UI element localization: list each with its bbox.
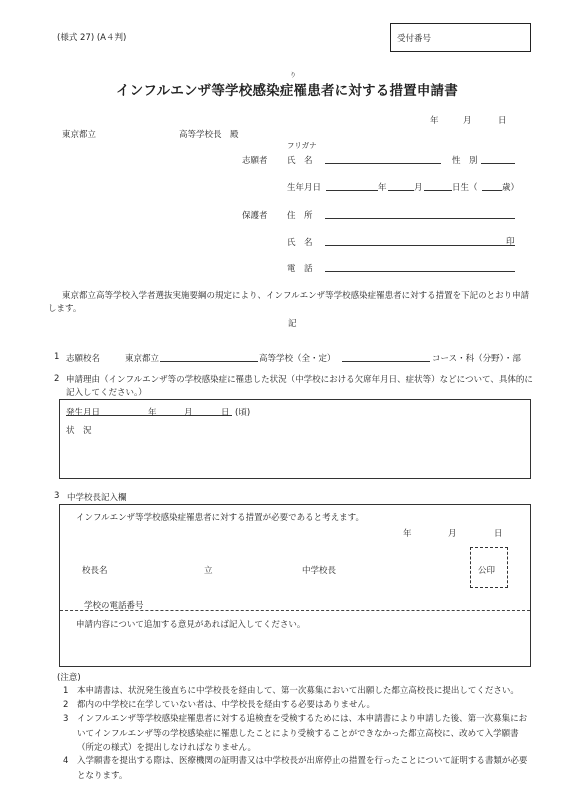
note-number: 2	[63, 700, 69, 710]
birth-label: 生年月日	[287, 183, 322, 193]
principal-date-year: 年	[403, 529, 412, 539]
birth-month-field[interactable]	[388, 190, 414, 191]
intro-text: 東京都立高等学校入学者選抜実施要綱の規定により、インフルエンザ等学校感染症罹患者に対する措置を下記のとおり申請します。	[48, 291, 530, 314]
date-year: 年	[430, 116, 439, 126]
item1-school-suffix: 高等学校（全・定）	[259, 354, 336, 364]
principal-name-label: 校長名	[82, 566, 108, 576]
addressee-prefix: 東京都立	[62, 130, 97, 140]
birth-day-field[interactable]	[424, 190, 452, 191]
applicant-name-field[interactable]	[325, 163, 441, 164]
gender-label: 性 別	[452, 156, 478, 166]
note-number: 4	[63, 756, 69, 766]
school-name-field[interactable]	[160, 361, 258, 362]
principal-jhs: 中学校長	[302, 566, 337, 576]
principal-date-day: 日	[494, 529, 503, 539]
guardian-phone-label: 電 話	[287, 264, 313, 274]
onset-approx: (頃)	[235, 408, 251, 418]
principal-statement: インフルエンザ等学校感染症罹患者に対する措置が必要であると考えます。	[76, 513, 364, 523]
onset-label: 発生月日	[66, 408, 101, 418]
item1-course-suffix: コース・科（分野）・部	[432, 354, 521, 364]
gender-field[interactable]	[481, 163, 515, 164]
guardian-name-label: 氏 名	[287, 238, 313, 248]
age-field[interactable]	[482, 190, 502, 191]
guardian-name-field[interactable]	[325, 245, 515, 246]
onset-day: 日	[221, 408, 230, 418]
school-phone-label: 学校の電話番号	[84, 601, 144, 611]
applicant-role: 志願者	[242, 156, 268, 166]
situation-label: 状 況	[66, 426, 92, 436]
seal-mark: 印	[506, 237, 515, 247]
note-number: 3	[63, 714, 69, 724]
guardian-phone-field[interactable]	[325, 271, 515, 272]
dashed-divider	[60, 610, 530, 611]
birth-year-field[interactable]	[326, 190, 378, 191]
birth-day-label: 日生（	[452, 183, 478, 193]
official-seal-label: 公印	[478, 566, 496, 576]
date-month: 月	[463, 116, 472, 126]
reception-number-label: 受付番号	[397, 34, 432, 44]
form-number: (様式 27) (A４判)	[57, 33, 127, 43]
note-number: 1	[63, 686, 69, 696]
guardian-address-label: 住 所	[287, 211, 313, 221]
guardian-role: 保護者	[242, 211, 268, 221]
birth-month-label: 月	[414, 183, 423, 193]
date-day: 日	[498, 116, 507, 126]
reception-number-box[interactable]	[390, 23, 531, 52]
ki-label: 記	[288, 319, 297, 329]
note-text: 都内の中学校に在学していない者は、中学校長を経由する必要はありません。	[77, 700, 376, 710]
note-text: 入学願書を提出する際は、医療機関の証明書又は中学校長が出席停止の措置を行ったことについて証明する書類が必要となります。	[77, 756, 528, 781]
principal-date-month: 月	[448, 529, 457, 539]
age-suffix: 歳）	[502, 183, 520, 193]
note-text: インフルエンザ等学校感染症罹患者に対する追検査を受検するためには、本申請書により申請した後、第一次募集においてインフルエンザ等の学校感染症に罹患したことにより受検することができなかった都立高校に、改めて入学願書（所定の様式）を提出しなければなりません。	[77, 714, 528, 753]
principal-box[interactable]	[59, 504, 531, 667]
additional-opinion-label: 申請内容について追加する意見があれば記入してください。	[76, 620, 306, 630]
title-ruby: り	[290, 72, 297, 79]
guardian-address-field[interactable]	[325, 218, 515, 219]
item2-text: 申請理由（インフルエンザ等の学校感染症に罹患した状況（中学校における欠席年月日、症状等）などについて、具体的に記入してください。）	[66, 375, 533, 398]
reason-box[interactable]	[59, 399, 531, 479]
onset-year: 年	[148, 408, 157, 418]
item3-number: 3	[54, 491, 60, 501]
birth-year-label: 年	[378, 183, 387, 193]
note-text: 本申請書は、状況発生後直ちに中学校長を経由して、第一次募集において出願した都立高校長に提出してください。	[77, 686, 519, 696]
item1-prefix: 東京都立	[125, 354, 160, 364]
item3-label: 中学校長記入欄	[67, 493, 127, 503]
notes-heading: (注意)	[57, 673, 81, 683]
page-title: インフルエンザ等学校感染症罹患者に対する措置申請書	[116, 83, 458, 99]
addressee-suffix: 高等学校長 殿	[179, 130, 239, 140]
furigana-label: フリガナ	[287, 141, 317, 150]
course-field[interactable]	[342, 361, 430, 362]
onset-month: 月	[184, 408, 193, 418]
principal-ritsu: 立	[204, 566, 213, 576]
item1-number: 1	[54, 352, 60, 362]
item1-label: 志願校名	[66, 354, 101, 364]
applicant-name-label: 氏 名	[287, 156, 313, 166]
item2-number: 2	[54, 374, 60, 384]
